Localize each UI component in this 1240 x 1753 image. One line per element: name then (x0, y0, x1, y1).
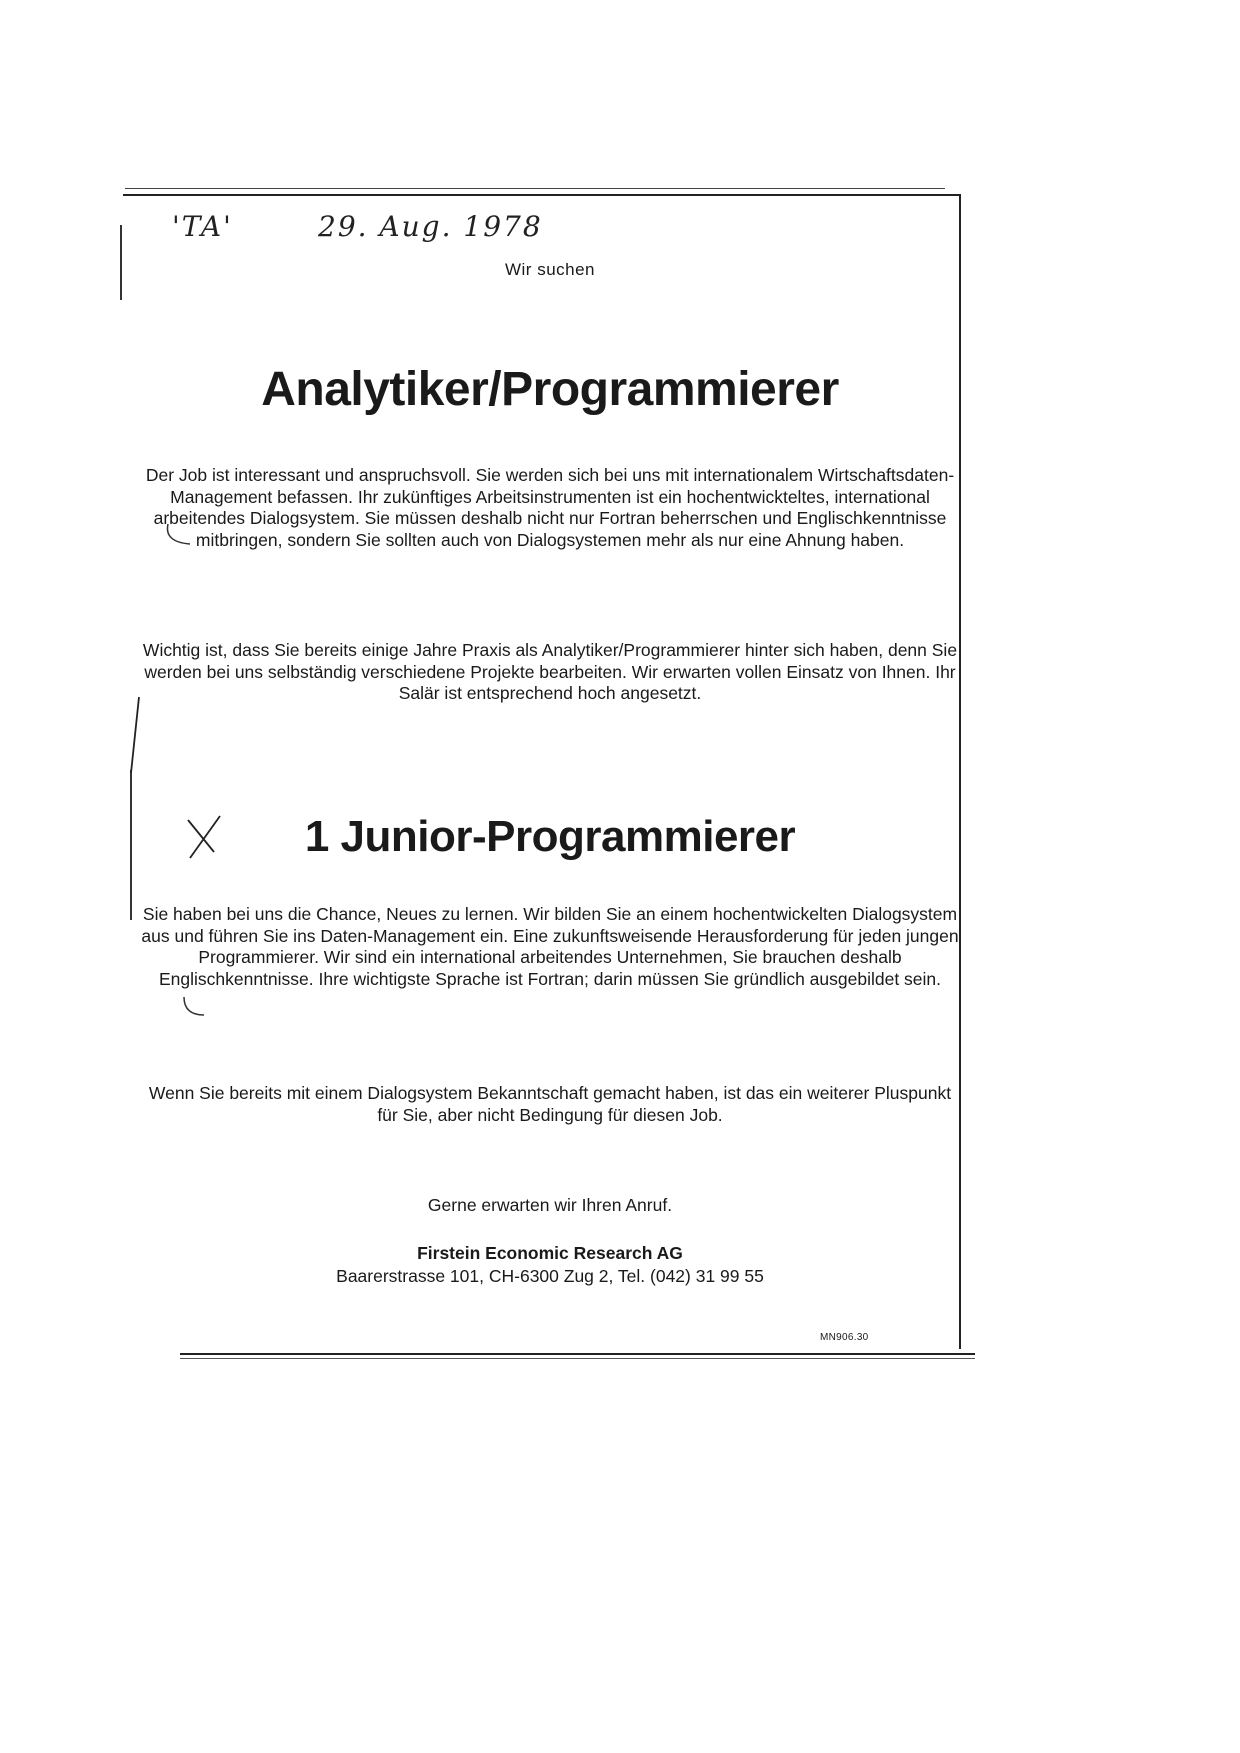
intro-text: Wir suchen (504, 260, 596, 279)
paragraph-requirements: Wichtig ist, dass Sie bereits einige Jahre Praxis als Analytiker/Programmierer hinter sich haben, denn Sie werden bei uns selbständig verschiedene Projekte bearbeiten. Wir erwarten vollen Einsatz von Ihnen. Ihr Salär ist entsprechend hoch angesetzt. (142, 640, 958, 703)
paragraph-junior-description: Sie haben bei uns die Chance, Neues zu lernen. Wir bilden Sie an einem hochentwickelten Dialogsystem aus und führen Sie ins Daten-Management ein. Eine zukunftsweisende Herausforderung für jeden jungen Programmierer. Wir sind ein international arbeitendes Unternehmen, Sie brauchen deshalb Englischkenntnisse. Ihre wichtigste Sprache ist Fortran; darin müssen Sie gründlich ausgebildet sein. (141, 904, 959, 989)
paragraph-job-description: Der Job ist interessant und anspruchsvoll. Sie werden sich bei uns mit internationalem Wirtschaftsdaten-Management befassen. Ihr zukünftiges Arbeitsinstrumenten ist ein hochentwickteltes, international arbeitendes Dialogsystem. Sie müssen deshalb nicht nur Fortran beherrschen und Englischkenntnisse mitbringen, sondern Sie sollten auch von Dialogsystemen mehr als nur eine Ahnung haben. (145, 465, 955, 550)
bottom-rule-secondary (180, 1358, 975, 1359)
bottom-rule (180, 1353, 975, 1355)
left-margin-mark (120, 225, 122, 300)
paragraph-bonus: Wenn Sie bereits mit einem Dialogsystem Bekanntschaft gemacht haben, ist das ein weiterer Pluspunkt für Sie, aber nicht Bedingung für diesen Job. (148, 1083, 952, 1125)
handwritten-slash (125, 695, 150, 775)
company-name: Firstein Economic Research AG (417, 1243, 683, 1263)
top-rule (125, 188, 945, 189)
heading-analyst-programmer: Analytiker/Programmierer (261, 363, 839, 416)
handwritten-tick-mark-lower (178, 995, 218, 1025)
reference-code: MN906.30 (820, 1332, 869, 1343)
handwritten-date: 29. Aug. 1978 (318, 210, 543, 243)
handwritten-source: 'TA' (172, 210, 233, 243)
closing-text: Gerne erwarten wir Ihren Anruf. (427, 1195, 673, 1215)
heading-junior-programmer: 1 Junior-Programmierer (304, 812, 796, 861)
left-margin-mark-lower (130, 770, 132, 920)
company-address: Baarerstrasse 101, CH-6300 Zug 2, Tel. (042) 31 99 55 (336, 1266, 764, 1286)
